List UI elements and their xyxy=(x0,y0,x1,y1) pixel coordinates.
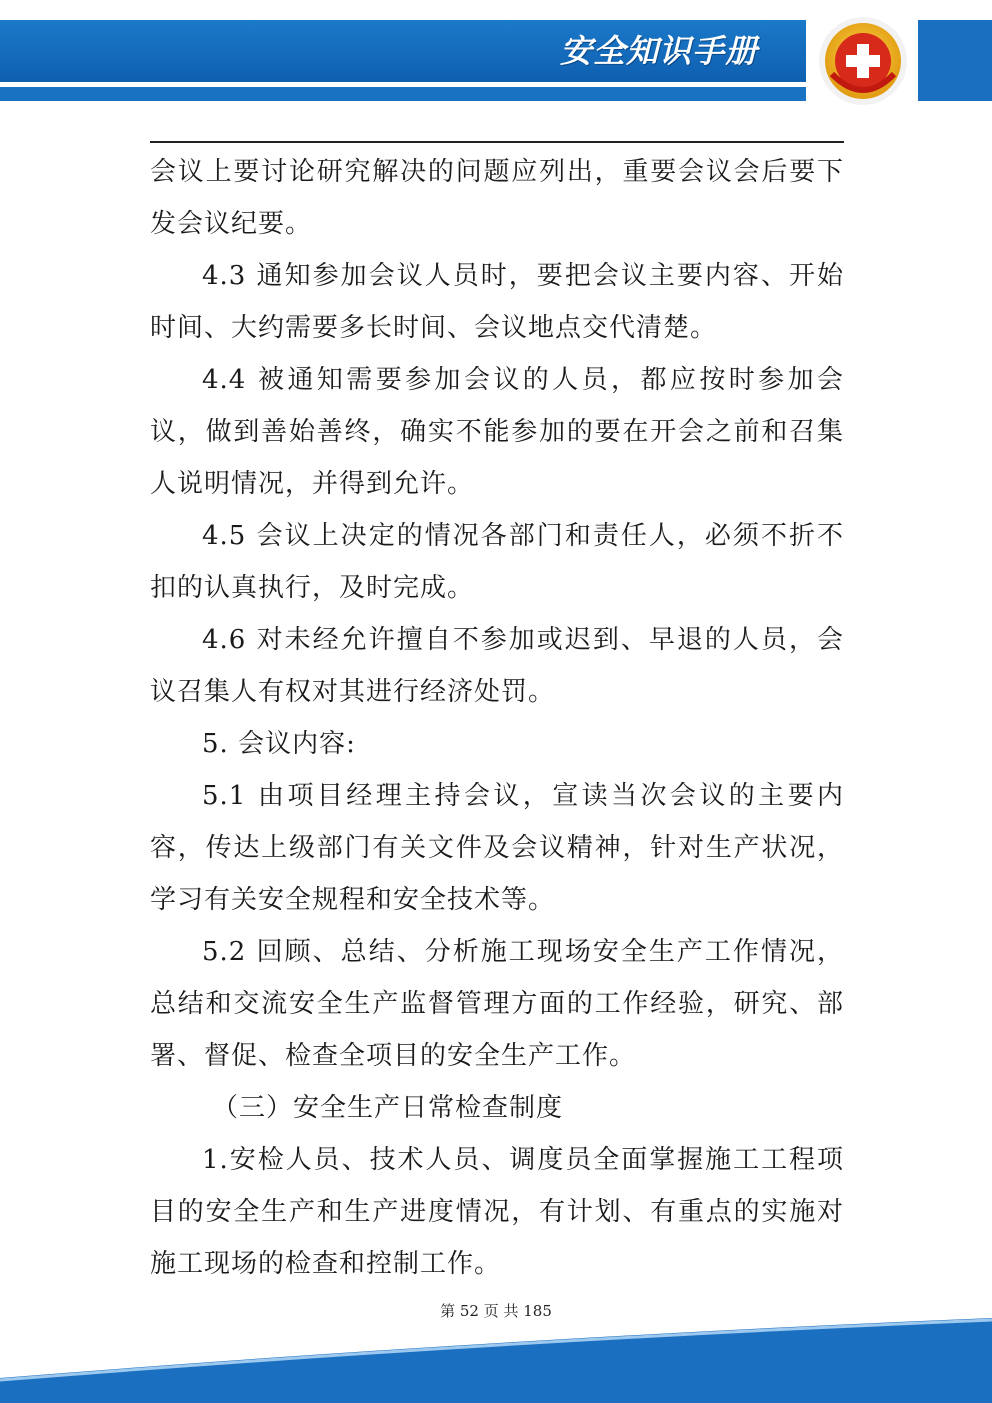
paragraph-4-5: 4.5 会议上决定的情况各部门和责任人，必须不折不扣的认真执行，及时完成。 xyxy=(150,521,844,603)
paragraph-4-6: 4.6 对未经允许擅自不参加或迟到、早退的人员，会议召集人有权对其进行经济处罚。 xyxy=(150,625,844,707)
paragraph-4-4: 4.4 被通知需要参加会议的人员，都应按时参加会议，做到善始善终，确实不能参加的要在开会之前和召集人说明情况，并得到允许。 xyxy=(150,365,844,499)
paragraph-continuation: 会议上要讨论研究解决的问题应列出，重要会议会后要下发会议纪要。 xyxy=(150,157,844,239)
paragraph-4-3: 4.3 通知参加会议人员时，要把会议主要内容、开始时间、大约需要多长时间、会议地点交代清楚。 xyxy=(150,261,844,343)
section-heading-5: 5. 会议内容: xyxy=(202,729,356,759)
top-rule xyxy=(150,141,844,143)
section-heading-3: （三）安全生产日常检查制度 xyxy=(212,1093,564,1123)
footer-swoosh xyxy=(0,1318,992,1403)
header-stripe xyxy=(0,87,806,101)
paragraph-3-1: 1.安检人员、技术人员、调度员全面掌握施工工程项目的安全生产和生产进度情况，有计划、有重点的实施对施工现场的检查和控制工作。 xyxy=(150,1145,844,1279)
paragraph-5-2: 5.2 回顾、总结、分析施工现场安全生产工作情况，总结和交流安全生产监督管理方面的工作经验，研究、部署、督促、检查全项目的安全生产工作。 xyxy=(150,937,844,1071)
header-right-block xyxy=(918,20,992,101)
document-body xyxy=(150,146,844,1290)
page-number: 第 52 页 共 185 xyxy=(440,1302,552,1320)
header-title: 安全知识手册 xyxy=(559,32,758,70)
red-cross-emblem-icon xyxy=(812,14,914,108)
paragraph-5-1: 5.1 由项目经理主持会议，宣读当次会议的主要内容，传达上级部门有关文件及会议精神，针对生产状况，学习有关安全规程和安全技术等。 xyxy=(150,781,844,915)
